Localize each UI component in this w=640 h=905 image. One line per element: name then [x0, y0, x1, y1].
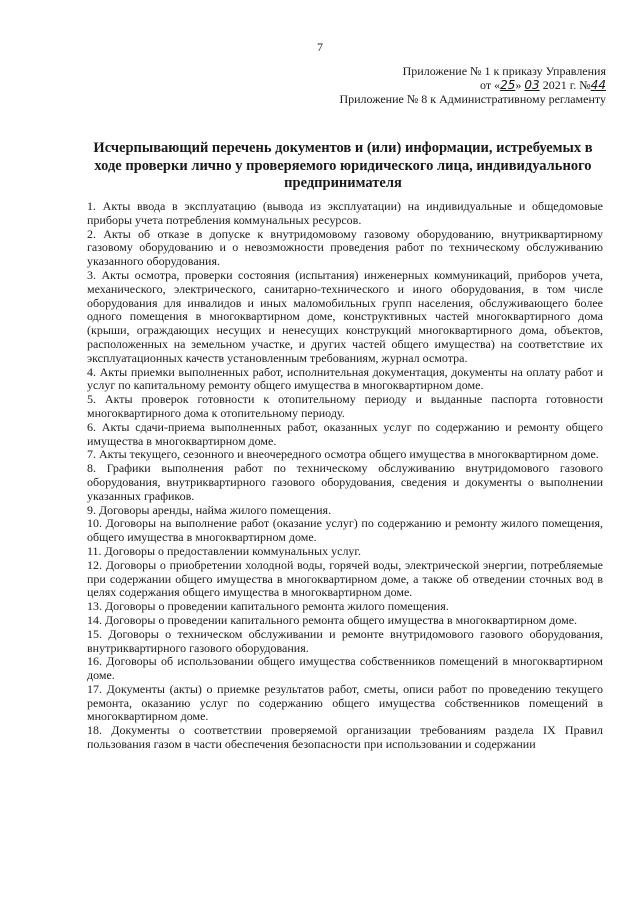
- list-item: 5. Акты проверок готовности к отопительному периоду и выданные паспорта готовности многоквартирного дома к отопительному периоду.: [87, 392, 603, 420]
- page-number: 7: [317, 40, 323, 54]
- list-item: 12. Договоры о приобретении холодной воды, горячей воды, электрической энергии, потребляемые при содержании общего имущества в многоквартирном доме, а также об отведении сточных вод в целях содержания общего имущества в многоквартирном доме.: [87, 557, 603, 600]
- list-item: 6. Акты сдачи-приема выполненных работ, оказанных услуг по содержанию и ремонту общего имущества в многоквартирном доме.: [87, 419, 603, 448]
- list-item: 8. Графики выполнения работ по техническому обслуживанию внутридомового газового оборудования, внутриквартирного газового оборудования, сведения и документы о выполнении указанных графиков.: [87, 461, 603, 503]
- list-item: 4. Акты приемки выполненных работ, исполнительная документация, документы на оплату работ и услуг по капитальному ремонту общего имущества в многоквартирном доме.: [87, 364, 603, 393]
- handwritten-number: 44: [590, 78, 606, 92]
- date-prefix: от «: [480, 78, 501, 92]
- regulation-appendix-line: Приложение № 8 к Административному регламенту: [339, 92, 606, 106]
- list-item: 17. Документы (акты) о приемке результатов работ, сметы, описи работ по проведению текущего ремонта, оказанию услуг по содержанию общего имущества собственников помещений в многоквартирном доме.: [87, 681, 603, 724]
- order-date-line: [339, 78, 606, 92]
- handwritten-day: 25: [500, 78, 516, 92]
- list-item: 2. Акты об отказе в допуске к внутридомовому газовому оборудованию, внутриквартирному газовому оборудованию и о невозможности проведения работ по техническому обслуживанию указанного оборудования.: [87, 226, 603, 269]
- list-item: 15. Договоры о техническом обслуживании и ремонте внутридомового газового оборудования, внутриквартирного газового оборудования.: [87, 626, 603, 655]
- document-title: Исчерпывающий перечень документов и (или) информации, истребуемых в ходе проверки лично у проверяемого юридического лица, индивидуального предпринимателя: [93, 140, 593, 191]
- list-item: 3. Акты осмотра, проверки состояния (испытания) инженерных коммуникаций, приборов учета, механического, электрического, санитарно-технического и иного оборудования, в том числе оборудования для инвалидов и иных маломобильных групп населения, обслуживающего более одного помещения в многоквартирном доме, конструктивных частей многоквартирного дома (крыши, ограждающих несущих и ненесущих конструкций многоквартирного дома, объектов, расположенных на земельном участке, и других частей общего имущества) на соответствие их эксплуатационных качеств установленным требованиям, журнал осмотра.: [87, 267, 603, 365]
- list-item: 16. Договоры об использовании общего имущества собственников помещений в многоквартирном доме.: [87, 654, 603, 683]
- order-appendix-line: Приложение № 1 к приказу Управления: [402, 64, 606, 78]
- list-item: 18. Документы о соответствии проверяемой организации требованиям раздела IX Правил пользования газом в части обеспечения безопасности при использовании и содержании: [87, 723, 603, 752]
- list-item: 7. Акты текущего, сезонного и внеочередного осмотра общего имущества в многоквартирном доме.: [87, 447, 599, 462]
- handwritten-month: 03: [524, 78, 540, 92]
- document-list: [87, 200, 603, 752]
- list-item: 9. Договоры аренды, найма жилого помещения.: [87, 502, 332, 517]
- list-item: 10. Договоры на выполнение работ (оказание услуг) по содержанию и ремонту жилого помещения, общего имущества в многоквартирном доме.: [87, 516, 603, 545]
- list-item: 1. Акты ввода в эксплуатацию (вывода из эксплуатации) на индивидуальные и общедомовые приборы учета потребления коммунальных ресурсов.: [87, 199, 603, 227]
- list-item: 11. Договоры о предоставлении коммунальных услуг.: [87, 543, 361, 558]
- date-mid: »: [515, 78, 525, 92]
- document-header: [339, 64, 606, 106]
- list-item: 14. Договоры о проведении капитального ремонта общего имущества в многоквартирном доме.: [87, 612, 578, 627]
- list-item: 13. Договоры о проведении капитального ремонта жилого помещения.: [87, 599, 449, 614]
- date-year: 2021 г. №: [542, 78, 591, 92]
